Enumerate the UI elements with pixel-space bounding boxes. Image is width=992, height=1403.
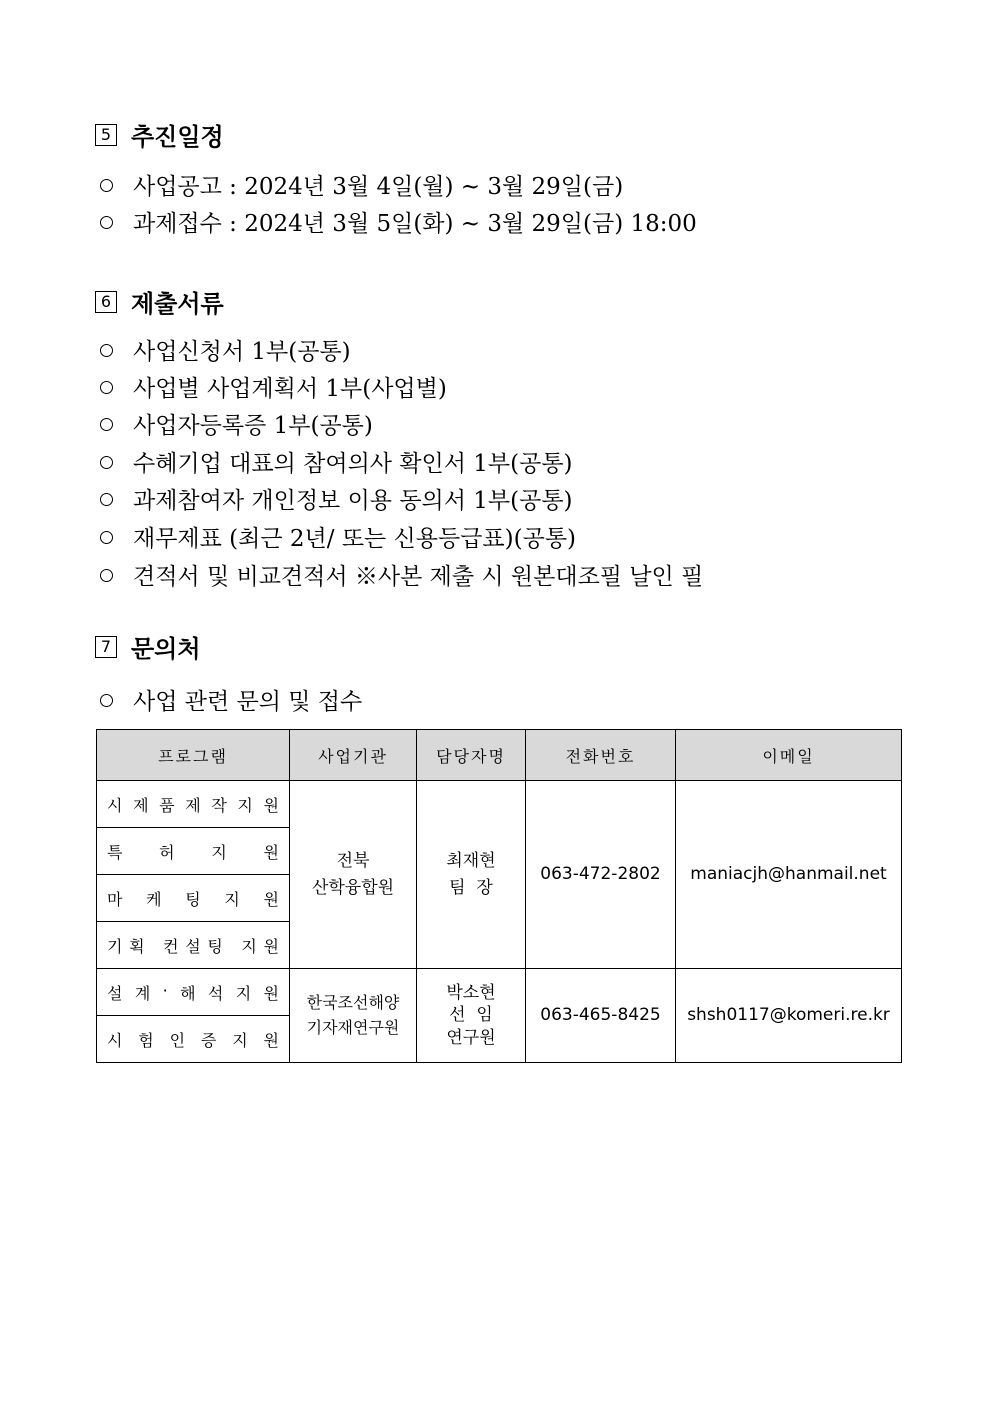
circle-bullet-icon xyxy=(100,179,113,192)
document-item: 수혜기업 대표의 참여의사 확인서 1부(공통) xyxy=(100,445,573,478)
person-cell: 박소현 선 임 연구원 xyxy=(417,969,526,1063)
program-name: 마 케 팅 지 원 xyxy=(107,889,279,909)
program-cell xyxy=(97,828,290,875)
document-item: 사업자등록증 1부(공통) xyxy=(100,407,373,440)
circle-bullet-icon xyxy=(100,569,113,582)
program-cell xyxy=(97,781,290,828)
schedule-item: 사업공고 : 2024년 3월 4일(월) ~ 3월 29일(금) xyxy=(100,168,623,201)
section-number: 6 xyxy=(95,291,117,313)
table-row xyxy=(97,969,902,1016)
section-title: 제출서류 xyxy=(131,290,224,318)
program-cell xyxy=(97,1016,290,1063)
table-row xyxy=(97,781,902,828)
email-cell: maniacjh@hanmail.net xyxy=(676,781,902,969)
contact-intro: 사업 관련 문의 및 접수 xyxy=(100,683,362,716)
program-name: 시 제 품 제 작 지 원 xyxy=(107,795,279,815)
document-item: 재무제표 (최근 2년/ 또는 신용등급표)(공통) xyxy=(100,520,576,553)
program-cell xyxy=(97,875,290,922)
document-item: 과제참여자 개인정보 이용 동의서 1부(공통) xyxy=(100,482,573,515)
program-name: 설 계 · 해 석 지 원 xyxy=(107,980,279,1003)
section-5-heading xyxy=(95,117,224,152)
table-header-row xyxy=(97,730,902,781)
org-cell: 한국조선해양 기자재연구원 xyxy=(290,969,417,1063)
org-cell: 전북 산학융합원 xyxy=(290,781,417,969)
circle-bullet-icon xyxy=(100,493,113,506)
program-name: 시 험 인 증 지 원 xyxy=(107,1030,279,1050)
program-name: 특 허 지 원 xyxy=(107,842,279,862)
document-item: 사업신청서 1부(공통) xyxy=(100,333,351,366)
program-cell xyxy=(97,922,290,969)
circle-bullet-icon xyxy=(100,694,113,707)
circle-bullet-icon xyxy=(100,216,113,229)
circle-bullet-icon xyxy=(100,418,113,431)
header-program: 프로그램 xyxy=(97,730,290,781)
section-title: 추진일정 xyxy=(131,123,224,151)
phone-cell: 063-465-8425 xyxy=(526,969,676,1063)
schedule-item: 과제접수 : 2024년 3월 5일(화) ~ 3월 29일(금) 18:00 xyxy=(100,205,697,238)
section-number: 7 xyxy=(95,636,117,658)
header-org: 사업기관 xyxy=(290,730,417,781)
email-cell: shsh0117@komeri.re.kr xyxy=(676,969,902,1063)
contact-table xyxy=(96,729,902,1063)
header-phone: 전화번호 xyxy=(526,730,676,781)
header-email: 이메일 xyxy=(676,730,902,781)
circle-bullet-icon xyxy=(100,531,113,544)
section-number: 5 xyxy=(95,124,117,146)
circle-bullet-icon xyxy=(100,381,113,394)
section-7-heading xyxy=(95,629,201,664)
document-item: 견적서 및 비교견적서 ※사본 제출 시 원본대조필 날인 필 xyxy=(100,558,703,591)
person-cell: 최재현 팀 장 xyxy=(417,781,526,969)
document-item: 사업별 사업계획서 1부(사업별) xyxy=(100,370,447,403)
program-name: 기 획 컨 설 팅 지 원 xyxy=(107,936,279,956)
program-cell xyxy=(97,969,290,1016)
phone-cell: 063-472-2802 xyxy=(526,781,676,969)
circle-bullet-icon xyxy=(100,456,113,469)
section-title: 문의처 xyxy=(131,635,201,663)
section-6-heading xyxy=(95,284,224,319)
circle-bullet-icon xyxy=(100,344,113,357)
header-person: 담당자명 xyxy=(417,730,526,781)
